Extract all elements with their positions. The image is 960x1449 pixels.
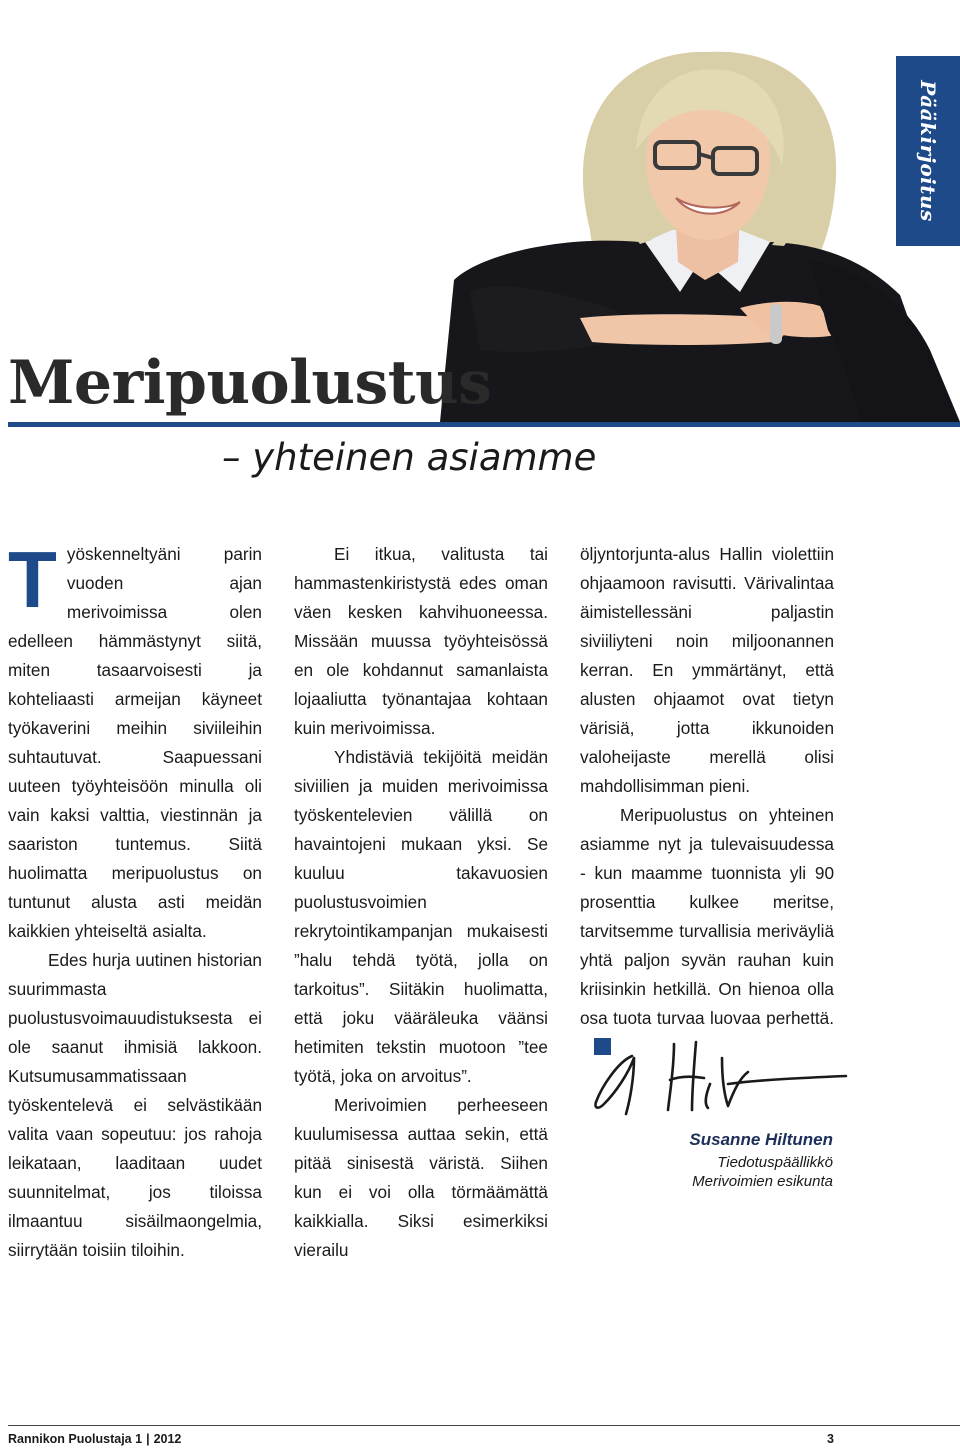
article-subtitle: – yhteinen asiamme xyxy=(222,436,597,479)
paragraph-text: Meripuolustus on yhteinen asiamme nyt ja tulevaisuudessa - kun maamme tuonnista yli 90 prosenttia kulkee meritse, tarvitsemme turvallisia meriväyliä yhtä paljon syvän rauhan kuin kriisinkin hetkillä. On hienoa olla osa tuota turvaa luovaa perhettä. xyxy=(580,805,834,1028)
paragraph: Ei itkua, valitusta tai hammastenkiristystä edes oman väen kesken kahvihuoneessa. Missään muussa työyhteisössä en ole kohdannut samanlaista lojaaliutta työnantajaa kohtaan kuin merivoimissa. xyxy=(294,544,548,738)
paragraph: öljyntorjunta-alus Hallin violettiin ohjaamoon ravisutti. Värivalintaa äimistellessäni paljastin siviiliyteni noin miljoonannen kerran. En ymmärtänyt, että alusten ohjaamot ovat tietyn värisiä, jotta ikkunoiden valoheijaste merellä olisi mahdollisimman pieni. xyxy=(580,544,834,796)
drop-cap: T xyxy=(8,535,57,624)
publication-name: Rannikon Puolustaja 1 xyxy=(8,1432,143,1446)
author-organization: Merivoimien esikunta xyxy=(692,1173,833,1190)
footer-publication xyxy=(8,1432,181,1446)
handwritten-signature xyxy=(588,1038,850,1128)
title-rule xyxy=(8,422,960,427)
paragraph xyxy=(580,801,834,1062)
page-number: 3 xyxy=(827,1432,834,1446)
column-3 xyxy=(580,540,834,1062)
article-title: Meripuolustus xyxy=(8,348,492,418)
column-2 xyxy=(294,540,548,1265)
footer-rule xyxy=(8,1425,960,1426)
footer-separator: | xyxy=(146,1432,150,1446)
section-label: Pääkirjoitus xyxy=(916,80,940,222)
author-name: Susanne Hiltunen xyxy=(689,1130,833,1149)
paragraph xyxy=(8,535,262,946)
author-portrait xyxy=(440,30,960,422)
paragraph-text: yöskenneltyäni parin vuoden ajan merivoimissa olen edelleen hämmästynyt siitä, miten tasaarvoisesti ja kohteliaasti armeijan käyneet työkaverini meihin siviileihin suhtautuvat. Saapuessani uuteen työyhteisöön minulla oli vain kaksi valttia, viestinnän ja saariston tuntemus. Siitä huolimatta meripuolustus on tuntunut alusta asti meidän kaikkien yhteiseltä asialta. xyxy=(8,544,262,941)
column-1 xyxy=(8,535,262,1265)
paragraph: Merivoimien perheeseen kuulumisessa auttaa sekin, että pitää sinisestä väristä. Siihen kun ei voi olla törmäämättä kaikkialla. Siksi esimerkiksi vierailu xyxy=(294,1095,548,1260)
paragraph: Yhdistäviä tekijöitä meidän siviilien ja muiden merivoimissa työskentelevien välillä on havaintojeni mukaan yksi. Se kuuluu takavuosien puolustusvoimien rekrytointikampanjan mukaisesti ”halu tehdä työtä, jolla on tarkoitus”. Siitäkin huolimatta, että joku vääräleuka väänsi hetimiten tekstin muotoon ”tee työtä, joka on arvoitus”. xyxy=(294,747,548,1086)
publication-year: 2012 xyxy=(153,1432,182,1446)
author-role: Tiedotuspäällikkö xyxy=(717,1154,833,1171)
paragraph: Edes hurja uutinen historian suurimmasta puolustusvoimauudistuksesta ei ole saanut ihmisiä lakkoon. Kutsumusammatissaan työskentelevä ei selvästikään valita vaan sopeutuu: jos rahoja leikataan, laaditaan uudet suunnitelmat, jos tiloissa ilmaantuu sisäilmaongelmia, siirrytään toisiin tiloihin. xyxy=(8,950,262,1260)
